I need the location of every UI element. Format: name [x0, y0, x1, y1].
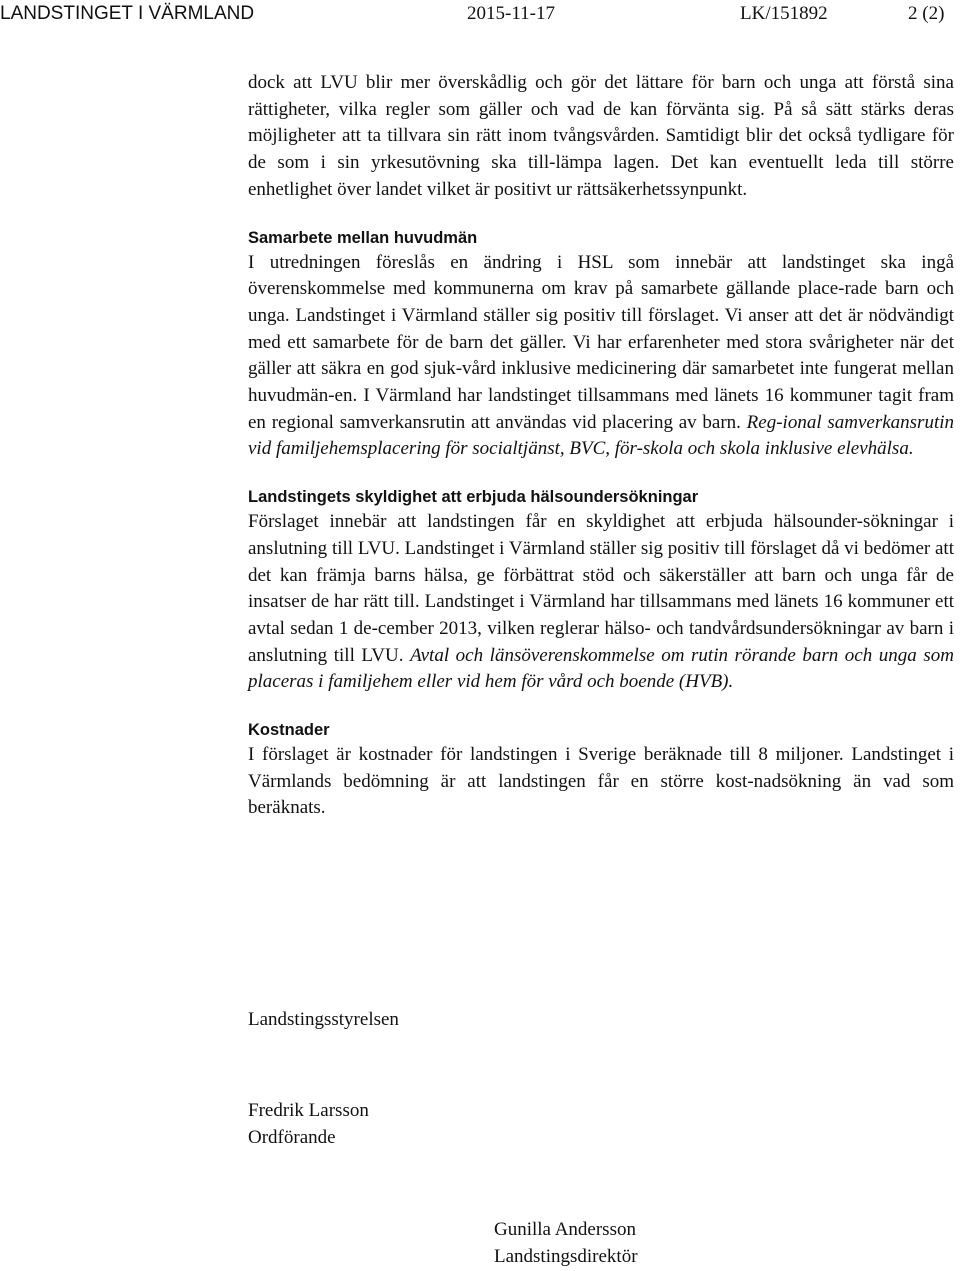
section-heading: Kostnader — [248, 721, 330, 740]
director-name: Gunilla Andersson — [494, 1219, 636, 1240]
section-kostnader — [248, 718, 954, 822]
signature-board: Landstingsstyrelsen — [248, 1009, 399, 1030]
intro-paragraph: dock att LVU blir mer överskådlig och gör det lättare för barn och unga att förstå sina rättigheter, vilka regler som gäller och vad de kan förvänta sig. På så sätt stärks deras möjligheter att ta tillvara sin rätt inom tvångsvården. Samtidigt blir det också tydligare för de som i sin yrkesutövning ska till-lämpa lagen. Det kan eventuellt leda till större enhetlighet över landet vilket är positivt ur rättsäkerhetssynpunkt. — [248, 72, 954, 200]
paragraph-text: Förslaget innebär att landstingen får en skyldighet att erbjuda hälsounder-sökningar i anslutning till LVU. Landstinget i Värmland ställer sig positiv till förslaget då vi bedömer att det kan främja barns hälsa, ge förbättrat stöd och säkerställer att barn och unga får de insatser de har rätt till. Landstinget i Värmland har tillsammans med länets 16 kommuner ett avtal sedan 1 de-cember 2013, vilken reglerar hälso- och tandvårdsundersökningar av barn i anslutning till LVU. — [248, 511, 954, 666]
header-date: 2015-11-17 — [467, 3, 555, 24]
document-reference: Avtal och länsöverenskommelse om rutin rörande barn och unga som placeras i familjehem eller vid hem för vård och boende (HVB). — [248, 644, 954, 693]
header-organization: LANDSTINGET I VÄRMLAND — [0, 3, 255, 24]
signature-chair — [248, 1097, 369, 1151]
director-title: Landstingsdirektör — [494, 1246, 638, 1267]
document-body — [248, 70, 954, 822]
document-reference: Reg-ional samverkansrutin vid familjehemsplacering för socialtjänst, BVC, för-skola och skola inklusive elevhälsa. — [248, 411, 955, 460]
paragraph-text: I utredningen föreslås en ändring i HSL som innebär att landstinget ska ingå överenskommelse med kommunerna om krav på samarbete gällande place-rade barn och unga. Landstinget i Värmland ställer sig positiv till förslaget. Vi anser att det är nödvändigt med ett samarbete för de barn det gäller. Vi har erfarenheter med stora svårigheter när det gäller att säkra en god sjuk-vård inklusive medicinering där samarbetet inte fungerat mellan huvudmän-en. I Värmland har landstinget tillsammans med länets 16 kommuner tagit fram en regional samverkansrutin att användas vid placering av barn. — [248, 251, 954, 433]
section-heading: Landstingets skyldighet att erbjuda hälsoundersökningar — [248, 488, 699, 507]
section-paragraph: I förslaget är kostnader för landstingen i Sverige beräknade till 8 miljoner. Landstinget i Värmlands bedömning är att landstingen får en större kost-nadsökning än vad som beräknats. — [248, 744, 954, 819]
section-samarbete — [248, 226, 954, 464]
section-skyldighet — [248, 485, 954, 696]
chair-title: Ordförande — [248, 1127, 336, 1148]
signature-director — [494, 1216, 638, 1270]
header-page-number: 2 (2) — [908, 3, 945, 24]
chair-name: Fredrik Larsson — [248, 1100, 369, 1121]
header-reference: LK/151892 — [740, 3, 828, 24]
section-paragraph — [248, 250, 954, 464]
section-paragraph — [248, 509, 954, 696]
section-heading: Samarbete mellan huvudmän — [248, 228, 478, 247]
